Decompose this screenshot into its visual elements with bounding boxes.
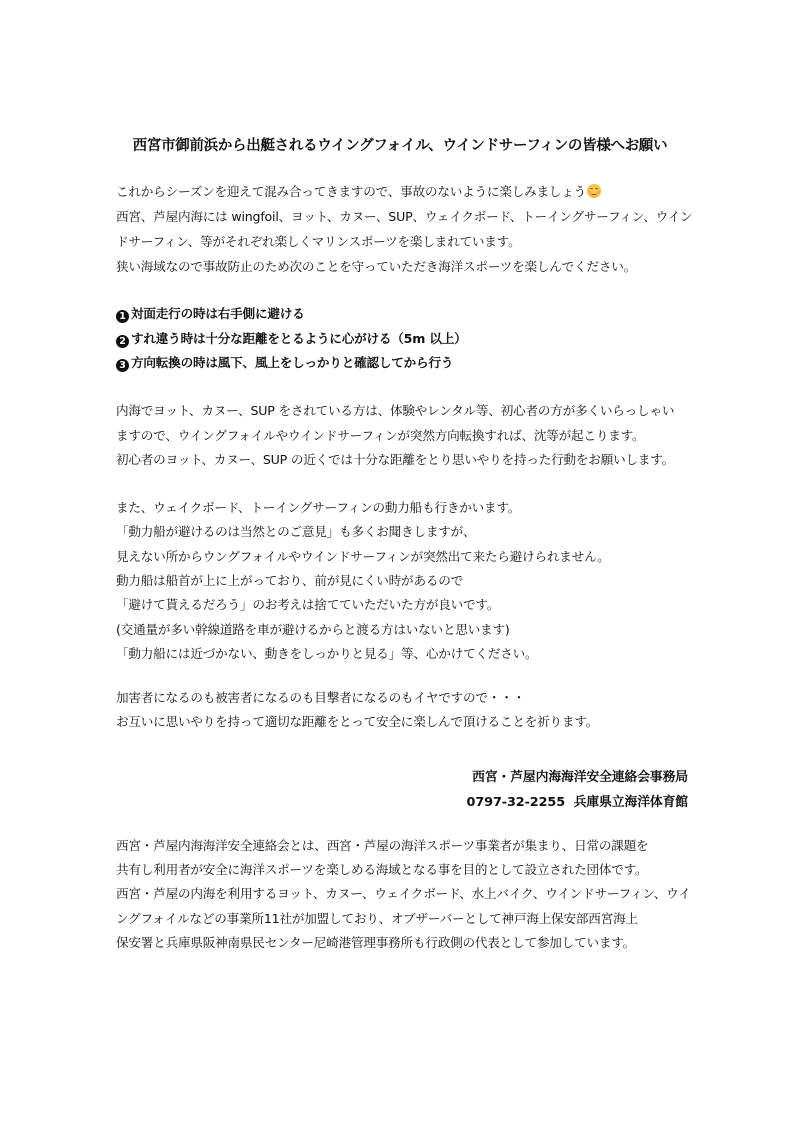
rule-3 — [116, 355, 453, 372]
beginners-line-2: ますので、ウイングフォイルやウインドサーフィンが突然方向転換すれば、沈等が起こります。 — [116, 428, 645, 443]
intro-line-3: ドサーフィン、等がそれぞれ楽しくマリンスポーツを楽しまれています。 — [116, 234, 521, 249]
intro-line-2: 西宮、芦屋内海には wingfoil、ヨット、カヌー、SUP、ウェイクボード、トーイングサーフィン、ウイン — [116, 209, 693, 224]
intro-line-4: 狭い海域なので事故防止のため次のことを守っていただき海洋スポーツを楽しんでください。 — [116, 259, 637, 274]
powerboats-line-6: (交通量が多い幹線道路を車が避けるからと渡る方はいないと思います) — [116, 622, 510, 637]
powerboats-line-1: また、ウェイクボード、トーイングサーフィンの動力船も行きかいます。 — [116, 500, 521, 515]
number-1-icon: 1 — [116, 310, 129, 323]
powerboats-line-3: 見えない所からウングフォイルやウインドサーフィンが突然出て来たら避けられません。 — [116, 549, 610, 564]
document-title: 西宮市御前浜から出艇されるウイングフォイル、ウインドサーフィンの皆様へお願い — [132, 138, 668, 154]
rule-1-text: 対面走行の時は右手側に避ける — [131, 306, 305, 321]
signature-phone: 0797-32-2255 — [466, 795, 565, 810]
powerboats-line-7: 「動力船には近づかない、動きをしっかりと見る」等、心かけてください。 — [116, 646, 538, 661]
rule-2 — [116, 331, 467, 348]
beginners-line-1: 内海でヨット、カヌー、SUP をされている方は、体験やレンタル等、初心者の方が多くいらっしゃい — [116, 403, 675, 418]
rule-3-text: 方向転換の時は風下、風上をしっかりと確認してから行う — [131, 355, 454, 370]
closing-line-1: 加害者になるのも被害者になるのも目撃者になるのもイヤですので・・・ — [116, 690, 525, 705]
powerboats-line-4: 動力船は船首が上に上がっており、前が見にくい時があるので — [116, 573, 464, 588]
number-2-icon: 2 — [116, 335, 129, 348]
powerboats-line-2: 「動力船が避けるのは当然とのご意見」も多くお聞きしますが、 — [116, 524, 476, 539]
signature-contact — [467, 791, 688, 810]
smiling-face-emoji-icon — [587, 184, 601, 198]
about-line-5: 保安署と兵庫県阪神南県民センター尼崎港管理事務所も行政側の代表として参加しています。 — [116, 935, 636, 950]
about-line-4: ングフォイルなどの事業所11社が加盟しており、オブザーバーとして神戸海上保安部西宮海上 — [116, 911, 638, 926]
closing-line-2: お互いに思いやりを持って適切な距離をとって安全に楽しんで頂けることを祈ります。 — [116, 714, 599, 729]
signature-location: 兵庫県立海洋体育館 — [573, 795, 688, 810]
powerboats-line-5: 「避けて貰えるだろう」のお考えは捨てていただいた方が良いです。 — [116, 597, 500, 612]
intro-text-1: これからシーズンを迎えて混み合ってきますので、事故のないように楽しみましょう — [116, 184, 587, 199]
about-line-1: 西宮・芦屋内海海洋安全連絡会とは、西宮・芦屋の海洋スポーツ事業者が集まり、日常の課題を — [116, 838, 649, 853]
about-line-2: 共有し利用者が安全に海洋スポーツを楽しめる海域となる事を目的として設立された団体です。 — [116, 862, 648, 877]
rule-1 — [116, 306, 305, 323]
rule-2-text: すれ違う時は十分な距離をとるように心がける（5m 以上） — [131, 331, 467, 346]
intro-line-1 — [116, 184, 601, 200]
beginners-line-3: 初心者のヨット、カヌー、SUP の近くでは十分な距離をとり思いやりを持った行動をお願いします。 — [116, 452, 675, 467]
about-line-3: 西宮・芦屋の内海を利用するヨット、カヌー、ウェイクボード、水上バイク、ウインドサーフィン、ウイ — [116, 886, 691, 901]
signature-organization: 西宮・芦屋内海海洋安全連絡会事務局 — [472, 770, 688, 785]
number-3-icon: 3 — [116, 359, 129, 372]
